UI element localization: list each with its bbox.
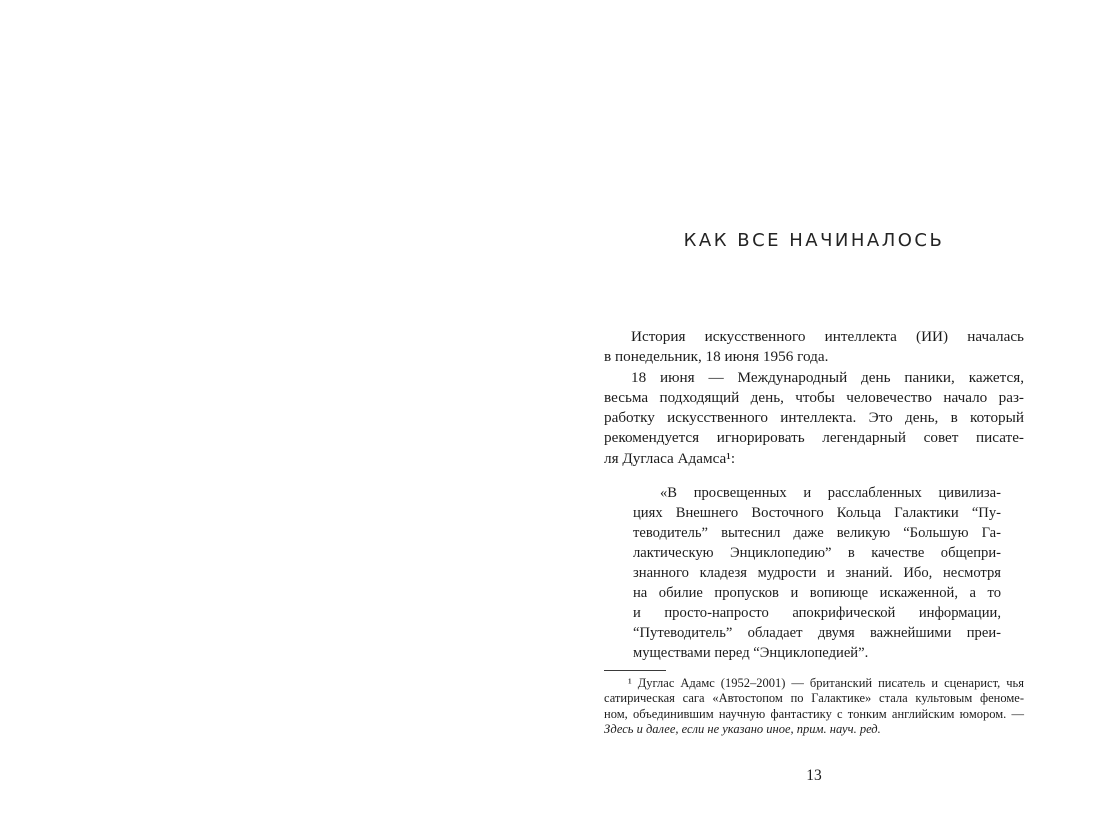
text-line: работку искусственного интеллекта. Это день, в который [604, 409, 1024, 427]
book-page [604, 0, 1024, 825]
text-line: и просто-напросто апокрифической информации, [633, 605, 1001, 622]
text-line: лактическую Энциклопедию” в качестве общепри- [633, 545, 1001, 562]
text-line: весьма подходящий день, чтобы человечество начало раз- [604, 388, 1024, 406]
chapter-title: КАК ВСЕ НАЧИНАЛОСЬ [683, 230, 945, 251]
blockquote [633, 483, 1001, 663]
footnote [604, 670, 1024, 737]
text-line: ¹ Дуглас Адамс (1952–2001) — британский писатель и сценарист, чья [628, 676, 1024, 690]
paragraph [604, 327, 1024, 368]
text-line: теводитель” вытеснил даже великую “Большую Га- [633, 525, 1001, 542]
footnote-separator [604, 670, 666, 671]
text-line: в понедельник, 18 июня 1956 года. [604, 348, 829, 366]
text-line: на обилие пропусков и вопиюще искаженной, а то [633, 585, 1001, 602]
text-line: циях Внешнего Восточного Кольца Галактики “Пу- [633, 505, 1001, 522]
text-line: ля Дугласа Адамса¹: [604, 449, 736, 467]
text-line: знанного кладезя мудрости и знаний. Ибо, несмотря [633, 565, 1001, 582]
text-line: муществами перед “Энциклопедией”. [633, 645, 869, 662]
body-text [604, 327, 1024, 663]
text-line: рекомендуется игнорировать легендарный совет писате- [604, 429, 1024, 447]
footnote-text [604, 676, 1024, 737]
text-line: сатирическая сага «Автостопом по Галактике» стала культовым феноме- [604, 691, 1024, 706]
text-line: «В просвещенных и расслабленных цивилиза- [660, 485, 1001, 502]
text-line: ном, объединившим научную фантастику с тонким английским юмором. — [604, 706, 1024, 721]
text-line: История искусственного интеллекта (ИИ) началась [631, 328, 1024, 345]
page-number: 13 [806, 767, 822, 784]
text-line: “Путеводитель” обладает двумя важнейшими преи- [633, 625, 1001, 642]
text-line: Здесь и далее, если не указано иное, прим. науч. ред. [604, 721, 881, 736]
paragraph [604, 368, 1024, 469]
text-line: 18 июня — Международный день паники, кажется, [631, 368, 1024, 386]
